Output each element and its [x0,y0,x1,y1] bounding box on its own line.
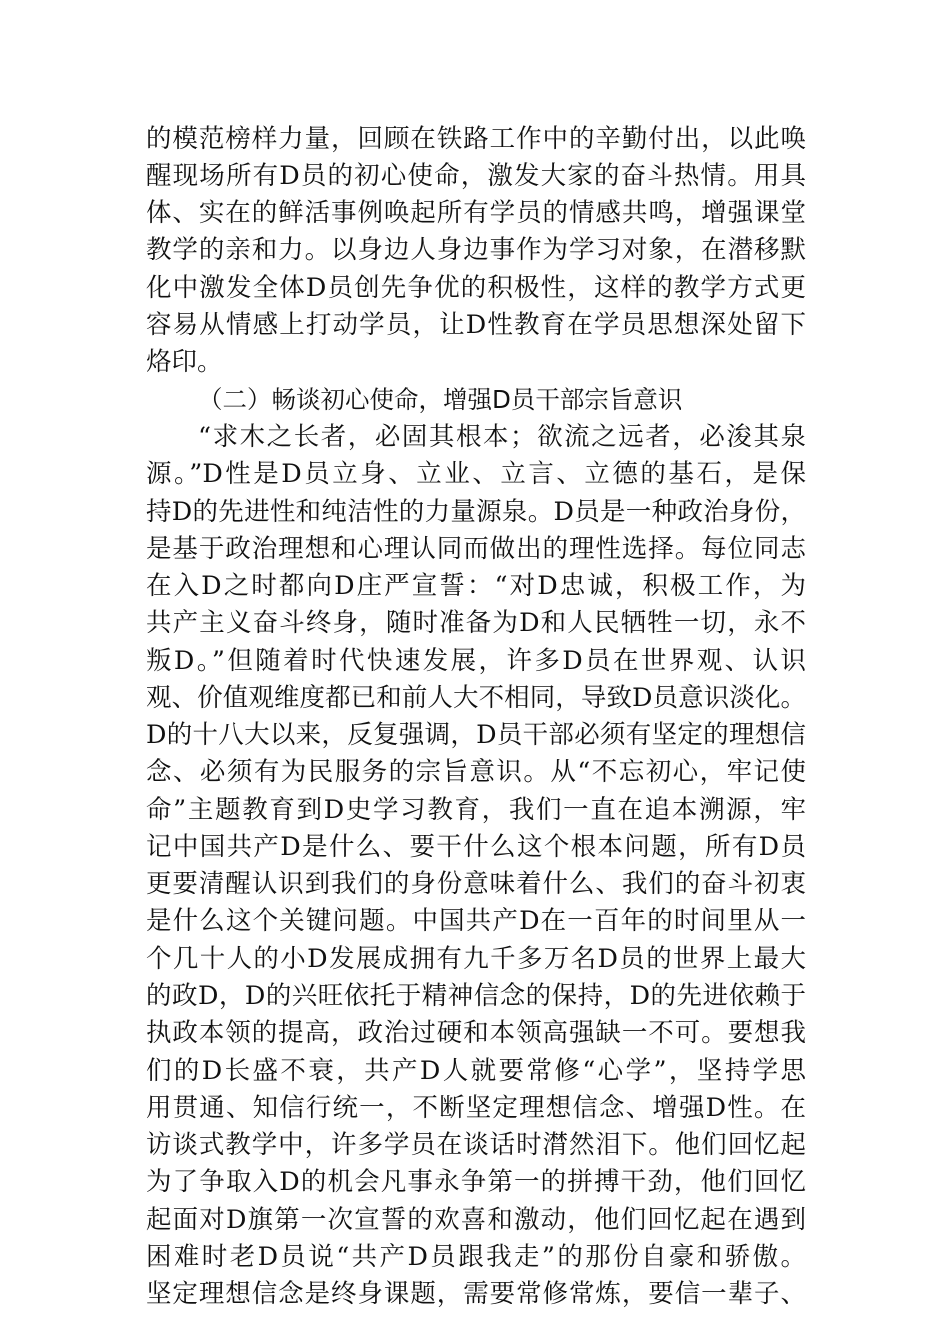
text-line: 念、必须有为民服务的宗旨意识。从“不忘初心，牢记使 [146,757,806,787]
text-line: 容易从情感上打动学员，让D性教育在学员思想深处留下 [146,310,806,340]
text-line: 访谈式教学中，许多学员在谈话时潸然泪下。他们回忆起 [146,1130,806,1160]
text-line: 的政D，D的兴旺依托于精神信念的保持，D的先进依赖于 [146,981,806,1011]
text-line: 个几十人的小D发展成拥有九千多万名D员的世界上最大 [146,944,806,974]
text-line: 更要清醒认识到我们的身份意味着什么、我们的奋斗初衷 [146,869,806,899]
text-line: 为了争取入D的机会凡事永争第一的拼搏干劲，他们回忆 [146,1167,806,1197]
text-line: 醒现场所有D员的初心使命，激发大家的奋斗热情。用具 [146,161,806,191]
text-line: 教学的亲和力。以身边人身边事作为学习对象，在潜移默 [146,235,806,265]
text-line: 化中激发全体D员创先争优的积极性，这样的教学方式更 [146,273,806,303]
text-line: 观、价值观维度都已和前人大不相同，导致D员意识淡化。 [146,683,806,713]
text-line: “求木之长者，必固其根本；欲流之远者，必浚其泉 [198,422,806,452]
text-line: D的十八大以来，反复强调，D员干部必须有坚定的理想信 [146,720,806,750]
text-line: 命”主题教育到D史学习教育，我们一直在追本溯源，牢 [146,795,806,825]
text-line: 困难时老D员说“共产D员跟我走”的那份自豪和骄傲。 [146,1242,806,1272]
text-line: 烙印。 [146,347,223,377]
text-line: 体、实在的鲜活事例唤起所有学员的情感共鸣，增强课堂 [146,198,806,228]
text-line: 记中国共产D是什么、要干什么这个根本问题，所有D员 [146,832,806,862]
text-line: 的模范榜样力量，回顾在铁路工作中的辛勤付出，以此唤 [146,124,806,154]
text-line: 是什么这个关键问题。中国共产D在一百年的时间里从一 [146,906,806,936]
text-line: 起面对D旗第一次宣誓的欢喜和激动，他们回忆起在遇到 [146,1205,806,1235]
section-heading: （二）畅谈初心使命，增强D员干部宗旨意识 [198,385,683,414]
text-line: 执政本领的提高，政治过硬和本领高强缺一不可。要想我 [146,1018,806,1048]
text-line: 源。”D性是D员立身、立业、立言、立德的基石，是保 [146,459,806,489]
text-line: 是基于政治理想和心理认同而做出的理性选择。每位同志 [146,534,806,564]
text-line: 坚定理想信念是终身课题，需要常修常炼，要信一辈子、 [146,1279,806,1309]
text-line: 共产主义奋斗终身，随时准备为D和人民牺牲一切，永不 [146,608,806,638]
text-line: 持D的先进性和纯洁性的力量源泉。D员是一种政治身份， [146,497,806,527]
text-line: 们的D长盛不衰，共产D人就要常修“心学”，坚持学思 [146,1056,806,1086]
text-line: 叛D。”但随着时代快速发展，许多D员在世界观、认识 [146,646,806,676]
text-line: 在入D之时都向D庄严宣誓：“对D忠诚，积极工作，为 [146,571,806,601]
text-line: 用贯通、知信行统一，不断坚定理想信念、增强D性。在 [146,1093,806,1123]
